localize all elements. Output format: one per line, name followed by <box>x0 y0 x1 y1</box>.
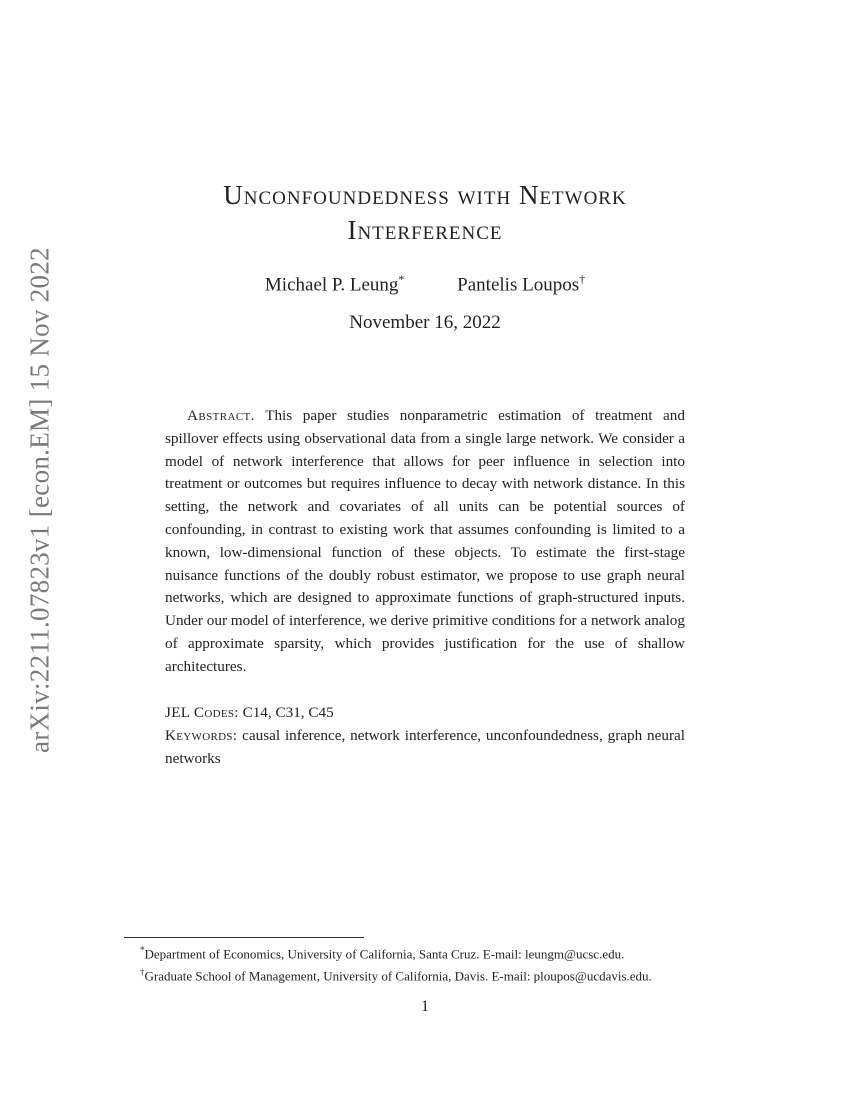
abstract-text: This paper studies nonparametric estimation of treatment and spillover effects using observational data from a single large network. We consider a model of network interference that allows for peer influence in selection into treatment or outcomes but requires influence to decay with network distance. In this setting, the network and covariates of all units can be potential sources of confounding, in contrast to existing work that assumes confounding is limited to a known, low-dimensional function of these objects. To estimate the first-stage nuisance functions of the doubly robust estimator, we propose to use graph neural networks, which are designed to approximate functions of graph-structured inputs. Under our model of interference, we derive primitive conditions for a network analog of approximate sparsity, which provides justification for the use of shallow architectures. <box>165 407 685 675</box>
keywords <box>165 725 685 771</box>
author-footnote-mark: † <box>579 272 586 286</box>
footnote-text: Graduate School of Management, University of California, Davis. E-mail: ploupos@ucdavis.edu. <box>144 968 652 984</box>
footnote-divider <box>124 937 364 938</box>
paper-title <box>0 178 850 248</box>
footnote-1 <box>140 941 740 963</box>
publication-date: November 16, 2022 <box>349 312 501 333</box>
author-leung <box>265 272 405 296</box>
footnote-2 <box>140 963 740 985</box>
jel-label: JEL Codes: <box>165 704 239 721</box>
abstract-label: Abstract. <box>187 407 255 424</box>
keywords-value: causal inference, network interference, unconfoundedness, graph neural networks <box>165 727 685 767</box>
keywords-label: Keywords: <box>165 727 238 744</box>
title-line-1: Unconfoundedness with Network <box>223 180 627 210</box>
footnote-mark: † <box>140 967 145 978</box>
author-footnote-mark: * <box>398 272 405 286</box>
footnote-text: Department of Economics, University of California, Santa Cruz. E-mail: leungm@ucsc.edu. <box>144 946 625 962</box>
page-number: 1 <box>421 998 429 1015</box>
author-name: Michael P. Leung <box>264 274 399 296</box>
jel-value: C14, C31, C45 <box>242 704 334 721</box>
abstract <box>165 405 685 679</box>
arxiv-identifier-text: arXiv:2211.07823v1 [econ.EM] 15 Nov 2022 <box>24 247 55 753</box>
footnotes <box>140 941 740 986</box>
author-loupos <box>457 272 585 296</box>
footnote-mark: * <box>140 945 145 955</box>
author-list <box>0 272 850 296</box>
title-line-2: Interference <box>347 215 503 245</box>
jel-codes <box>165 702 685 725</box>
author-name: Pantelis Loupos <box>457 274 580 296</box>
